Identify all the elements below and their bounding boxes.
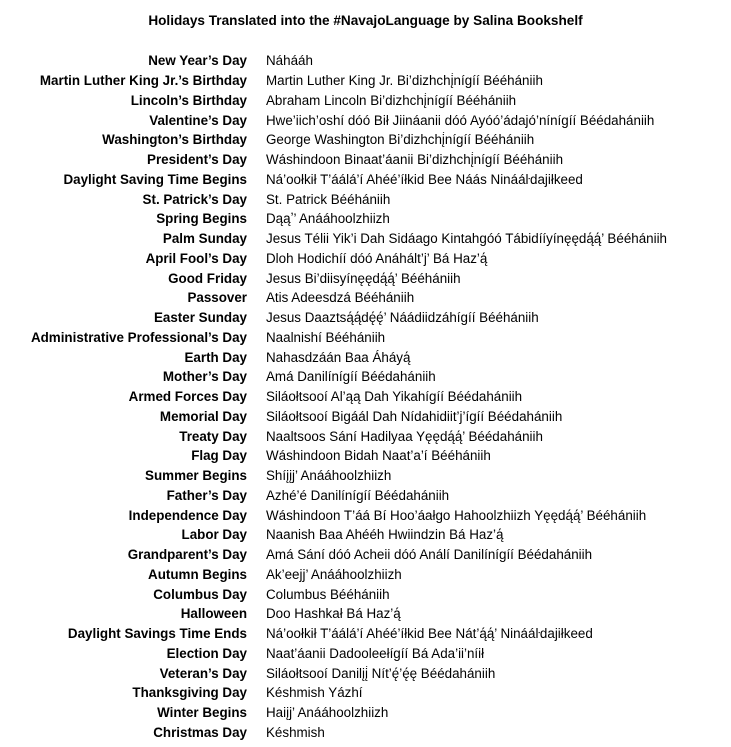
holiday-name: Columbus Day [153, 586, 247, 602]
holiday-name: Halloween [180, 606, 247, 622]
holiday-name: Valentine’s Day [149, 112, 247, 128]
holiday-list [0, 51, 731, 742]
holiday-name: Flag Day [191, 448, 247, 464]
holiday-name: Election Day [166, 645, 247, 661]
list-item [0, 328, 731, 348]
holiday-name: Summer Begins [145, 468, 247, 484]
holiday-name: Spring Begins [156, 211, 247, 227]
list-item [0, 703, 731, 723]
holiday-name: Veteran’s Day [159, 665, 247, 681]
list-item [0, 229, 731, 249]
list-item [0, 288, 731, 308]
holiday-name: Winter Begins [157, 705, 247, 721]
holiday-name: Memorial Day [159, 408, 247, 424]
holiday-name: Independence Day [128, 507, 247, 523]
navajo-translation: Wáshindoon T’áá Bí Hoo’áałgo Hahoolzhiizh Yęędą́ą́’ Bééhániih [266, 507, 647, 523]
navajo-translation: Ná’oołkił T’áálá’í Ahéé’íłkid Bee Nát’ą́ą́’ Ninááŀdajiłkeed [266, 626, 593, 642]
holiday-name: Christmas Day [153, 724, 247, 740]
list-item [0, 387, 731, 407]
navajo-translation: Naanish Baa Ahééh Hwiindzin Bá Haz’ą́ [266, 527, 504, 543]
holiday-name: Easter Sunday [153, 310, 247, 326]
page-title: Holidays Translated into the #NavajoLanguage by Salina Bookshelf [148, 13, 583, 28]
navajo-translation: Martin Luther King Jr. Bi’dizhchį́nígíí Bééhániih [266, 73, 543, 89]
navajo-translation: Amá Sání dóó Acheii dóó Análí Danilínígíí Béédahániih [266, 547, 593, 563]
list-item [0, 189, 731, 209]
navajo-translation: Siláołtsooí Danilįį́ Nít’ę́’ę́ę Béédahániih [266, 665, 496, 681]
navajo-translation: Késhmish [266, 724, 325, 740]
navajo-translation: Amá Danilínígíí Béédahániih [266, 369, 436, 385]
list-item [0, 407, 731, 427]
holiday-name: St. Patrick’s Day [142, 191, 247, 207]
navajo-translation: Doo Hashkał Bá Haz’ą́ [266, 606, 401, 622]
holiday-name: New Year’s Day [148, 53, 247, 69]
list-item [0, 130, 731, 150]
navajo-translation: Naalnishí Bééhániih [266, 329, 386, 345]
holiday-name: Autumn Begins [148, 566, 247, 582]
list-item [0, 446, 731, 466]
list-item [0, 150, 731, 170]
navajo-translation: Azhé’é Danilínígíí Béédahániih [266, 487, 450, 503]
list-item [0, 51, 731, 71]
navajo-translation: Náhááh [266, 53, 313, 69]
holiday-name: Labor Day [181, 527, 247, 543]
holiday-name: Grandparent’s Day [127, 547, 247, 563]
list-item [0, 249, 731, 269]
list-item [0, 505, 731, 525]
list-item [0, 644, 731, 664]
list-item [0, 209, 731, 229]
navajo-translation: Jesus Bi’diisyínęędą́ą́’ Bééhániih [266, 270, 461, 286]
navajo-translation: Siláołtsooí Bigáál Dah Nídahidiit’j’ígíí Béédahániih [266, 408, 563, 424]
holiday-name: Treaty Day [179, 428, 247, 444]
navajo-translation: Shíįįj’ Anááhoolzhiizh [266, 468, 392, 484]
list-item [0, 604, 731, 624]
holiday-name: Daylight Savings Time Ends [67, 626, 247, 642]
list-item [0, 683, 731, 703]
navajo-translation: Nahasdzáán Baa Áháyą́ [266, 349, 411, 365]
navajo-translation: Wáshindoon Bidah Naat’a’í Bééhániih [266, 448, 491, 464]
navajo-translation: Hwe’iich’oshí dóó Bił Jiináanii dóó Ayóó’ádajó’nínígíí Béédahániih [266, 112, 655, 128]
navajo-translation: George Washington Bi’dizhchį́nígíí Bééhániih [266, 132, 535, 148]
navajo-translation: Jesus Télii Yik’i Dah Sidáago Kintahgóó Tábidííyínęędą́ą́’ Bééhániih [266, 231, 667, 247]
holiday-name: Palm Sunday [162, 231, 247, 247]
holiday-name: Martin Luther King Jr.’s Birthday [39, 73, 247, 89]
holiday-name: Good Friday [168, 270, 247, 286]
list-item [0, 565, 731, 585]
navajo-translation: Ná’oołkił T’áálá’í Ahéé’íłkid Bee Náás Ninááŀdajiłkeed [266, 171, 583, 187]
navajo-translation: Haiįj’ Anááhoolzhiizh [266, 705, 389, 721]
navajo-translation: Dąąʼ’ Anááhoolzhiizh [266, 211, 390, 227]
navajo-translation: Késhmish Yázhí [266, 685, 363, 701]
holiday-name: Mother’s Day [162, 369, 247, 385]
holiday-name: Daylight Saving Time Begins [63, 171, 247, 187]
list-item [0, 486, 731, 506]
holiday-name: President’s Day [147, 152, 247, 168]
holiday-name: Thanksgiving Day [132, 685, 247, 701]
navajo-translation: Abraham Lincoln Bi’dizhchį́nígíí Bééhániih [266, 92, 517, 108]
navajo-translation: Wáshindoon Binaat’áanii Bi’dizhchį́nígíí Bééhániih [266, 152, 564, 168]
list-item [0, 584, 731, 604]
holiday-name: April Fool’s Day [145, 250, 247, 266]
list-item [0, 71, 731, 91]
list-item [0, 525, 731, 545]
list-item [0, 723, 731, 743]
navajo-translation: Siláołtsooí Al’ąą Dah Yikahígíí Béédahániih [266, 389, 523, 405]
navajo-translation: Ak’eejj’ Anááhoolzhiizh [266, 566, 402, 582]
holiday-name: Lincoln’s Birthday [130, 92, 247, 108]
list-item [0, 624, 731, 644]
list-item [0, 367, 731, 387]
list-item [0, 308, 731, 328]
list-item [0, 545, 731, 565]
holiday-name: Passover [187, 290, 247, 306]
list-item [0, 466, 731, 486]
holiday-name: Administrative Professional’s Day [30, 329, 247, 345]
navajo-translation: Columbus Bééhániih [266, 586, 390, 602]
navajo-translation: Naat’áanii Dadooleełígíí Bá Ada’ii’níił [266, 645, 485, 661]
navajo-translation: Dloh Hodichíí dóó Anáhált’j’ Bá Haz’ą́ [266, 250, 488, 266]
holiday-name: Washington’s Birthday [102, 132, 247, 148]
holiday-name: Father’s Day [166, 487, 247, 503]
list-item [0, 91, 731, 111]
list-item [0, 347, 731, 367]
navajo-translation: St. Patrick Bééhániih [266, 191, 391, 207]
holiday-name: Armed Forces Day [128, 389, 247, 405]
holiday-name: Earth Day [184, 349, 247, 365]
navajo-translation: Jesus Daaztsą́ą́dę́ę́’ Náádiidzáhígíí Bééhániih [266, 310, 539, 326]
list-item [0, 170, 731, 190]
list-item [0, 110, 731, 130]
list-item [0, 663, 731, 683]
navajo-translation: Atis Adeesdzá Bééhániih [266, 290, 415, 306]
navajo-translation: Naaltsoos Sání Hadilyaa Yęędą́ą́’ Béédahániih [266, 428, 543, 444]
list-item [0, 426, 731, 446]
list-item [0, 268, 731, 288]
